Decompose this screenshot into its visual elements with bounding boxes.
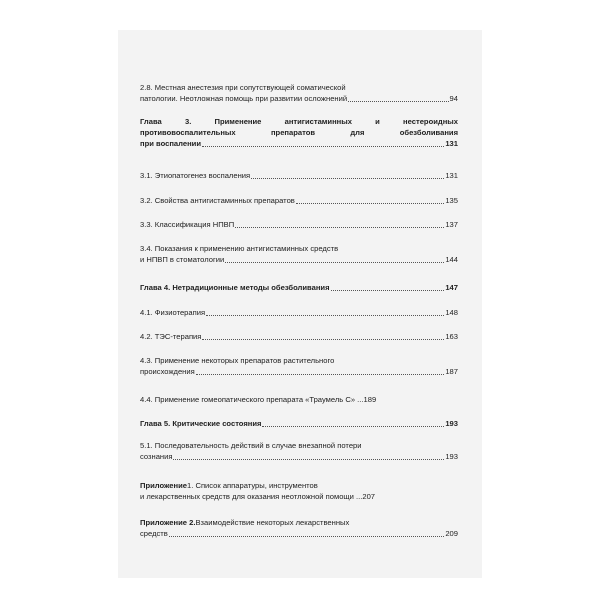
toc-entry-4-4 (140, 394, 458, 405)
toc-page: 137 (445, 220, 458, 229)
toc-entry-3-1 (140, 170, 458, 181)
toc-chapter-4 (140, 282, 458, 293)
toc-page: 131 (445, 171, 458, 180)
toc-text: 1. Список аппаратуры, инструментов (187, 481, 318, 490)
toc-text: происхождения (140, 367, 195, 376)
toc-text: 5.1. Последовательность действий в случае внезапной потери (140, 441, 362, 450)
toc-text: Глава 4. Нетрадиционные методы обезболивания (140, 283, 330, 292)
toc-text: 4.3. Применение некоторых препаратов растительного (140, 356, 335, 365)
toc-text: и лекарственных средств для оказания неотложной помощи ...207 (140, 492, 376, 501)
toc-text: 3.3. Классификация НПВП (140, 220, 235, 229)
toc-entry-3-4 (140, 243, 458, 265)
toc-page: 135 (445, 196, 458, 205)
toc-text: 2.8. Местная анестезия при сопутствующей соматической (140, 83, 346, 92)
toc-entry-5-1 (140, 440, 458, 462)
toc-page: 163 (445, 332, 458, 341)
toc-entry-2-8 (140, 82, 458, 104)
toc-entry-4-1 (140, 307, 458, 318)
toc-page: 187 (445, 367, 458, 376)
toc-text: противовоспалительных препаратов для обезболивания (140, 128, 458, 137)
toc-text: патологии. Неотложная помощь при развитии осложнений (140, 94, 348, 103)
toc-text: 3.1. Этиопатогенез воспаления (140, 171, 251, 180)
toc-page: 144 (445, 255, 458, 264)
toc-appendix-label: Приложение (140, 481, 188, 490)
toc-appendix-label: Приложение 2. (140, 518, 196, 527)
toc-text: Взаимодействие некоторых лекарственных (195, 518, 350, 527)
toc-chapter-5 (140, 418, 458, 429)
toc-text: и НПВП в стоматологии (140, 255, 225, 264)
toc-page: 131 (445, 139, 458, 148)
toc-page: 147 (445, 283, 458, 292)
toc-text: 4.2. ТЭС-терапия (140, 332, 202, 341)
toc-text: Глава 5. Критические состояния (140, 419, 262, 428)
toc-text: сознания (140, 452, 173, 461)
toc-appendix-2 (140, 517, 458, 539)
toc-entry-4-3 (140, 355, 458, 377)
toc-text: средств (140, 529, 168, 538)
toc-text: при воспалении (140, 139, 202, 148)
toc-entry-4-2 (140, 331, 458, 342)
toc-page: 148 (445, 308, 458, 317)
toc-entry-3-2 (140, 195, 458, 206)
toc-page: 193 (445, 419, 458, 428)
toc-page: 193 (445, 452, 458, 461)
toc-appendix-1 (140, 480, 458, 502)
toc-page: 209 (445, 529, 458, 538)
toc-text: Глава 3. Применение антигистаминных и нестероидных (140, 117, 458, 126)
toc-entry-3-3 (140, 219, 458, 230)
toc-text: 3.2. Свойства антигистаминных препаратов (140, 196, 295, 205)
toc-text: 4.4. Применение гомеопатического препарата «Траумель С» ...189 (140, 395, 377, 404)
toc-page: 94 (449, 94, 458, 103)
toc-text: 4.1. Физиотерапия (140, 308, 206, 317)
toc-text: 3.4. Показания к применению антигистаминных средств (140, 244, 339, 253)
toc-chapter-3 (140, 116, 458, 149)
